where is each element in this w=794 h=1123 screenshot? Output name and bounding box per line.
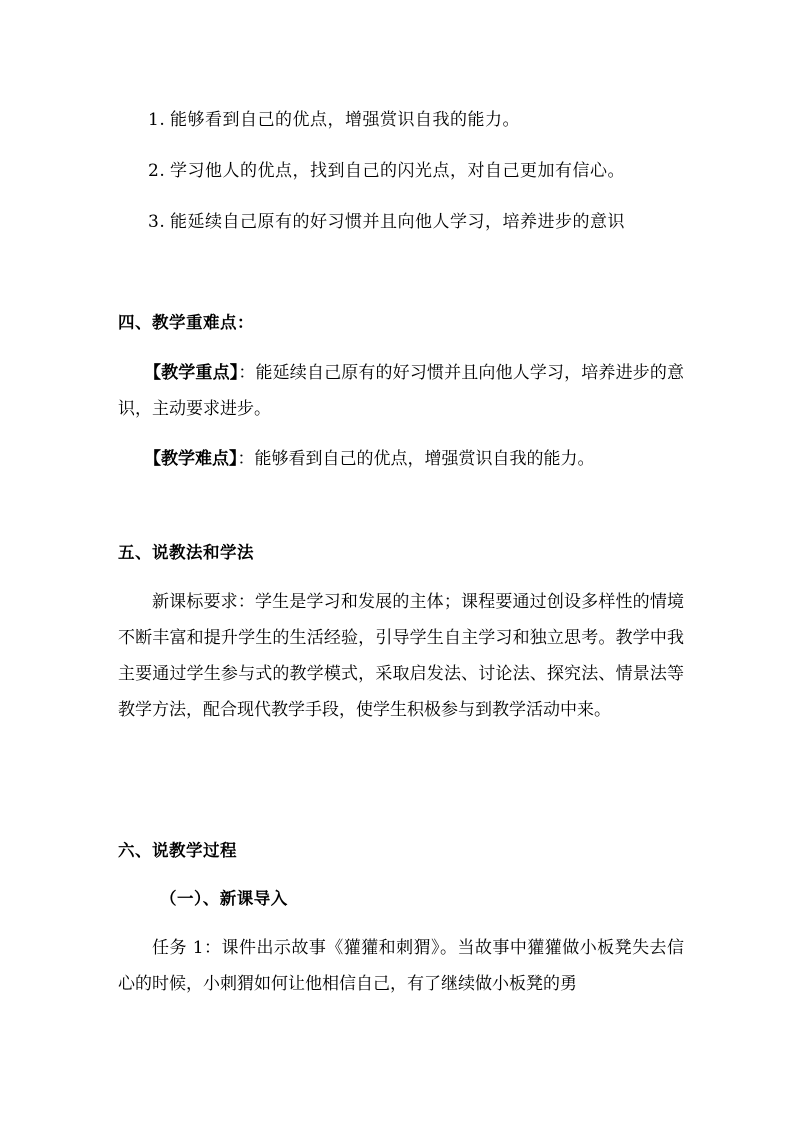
objective-text: 能延续自己原有的好习惯并且向他人学习，培养进步的意识 (170, 212, 625, 232)
objective-item-3 (148, 210, 625, 234)
difficult-point-text: ：能够看到自己的优点，增强赏识自我的能力。 (237, 449, 595, 469)
objective-item-2 (148, 159, 625, 183)
objective-number: 1. (148, 110, 166, 130)
section-heading-teaching-methods: 五、说教法和学法 (118, 543, 254, 562)
objective-item-1 (148, 108, 520, 132)
section-heading-teaching-process: 六、说教学过程 (118, 841, 237, 860)
teaching-methods-paragraph: 新课标要求：学生是学习和发展的主体；课程要通过创设多样性的情境不断丰富和提升学生的生活经验，引导学生自主学习和独立思考。教学中我主要通过学生参与式的教学模式，采取启发法、讨论法、探究法、情景法等教学方法，配合现代教学手段，使学生积极参与到教学活动中来。 (118, 592, 684, 720)
key-point-text: ：能延续自己原有的好习惯并且向他人学习，培养进步的意识，主动要求进步。 (118, 363, 685, 419)
lesson-intro-paragraph: 任务 1：课件出示故事《獾獾和刺猬》。当故事中獾獾做小板凳失去信心的时候，小刺猬如何让他相信自己，有了继续做小板凳的勇 (118, 938, 684, 994)
objective-number: 2. (148, 161, 166, 181)
objective-number: 3. (148, 212, 166, 232)
key-point-label: 【教学重点】 (144, 363, 239, 383)
difficult-point-label: 【教学难点】 (144, 449, 238, 469)
difficult-point-paragraph (118, 441, 684, 477)
objective-text: 能够看到自己的优点，增强赏识自我的能力。 (170, 110, 520, 130)
section-heading-key-difficult-points: 四、教学重难点： (118, 313, 254, 332)
key-point-paragraph (118, 355, 684, 427)
objective-text: 学习他人的优点，找到自己的闪光点，对自己更加有信心。 (170, 161, 625, 181)
sub-heading-lesson-intro: （一）、新课导入 (160, 889, 288, 908)
